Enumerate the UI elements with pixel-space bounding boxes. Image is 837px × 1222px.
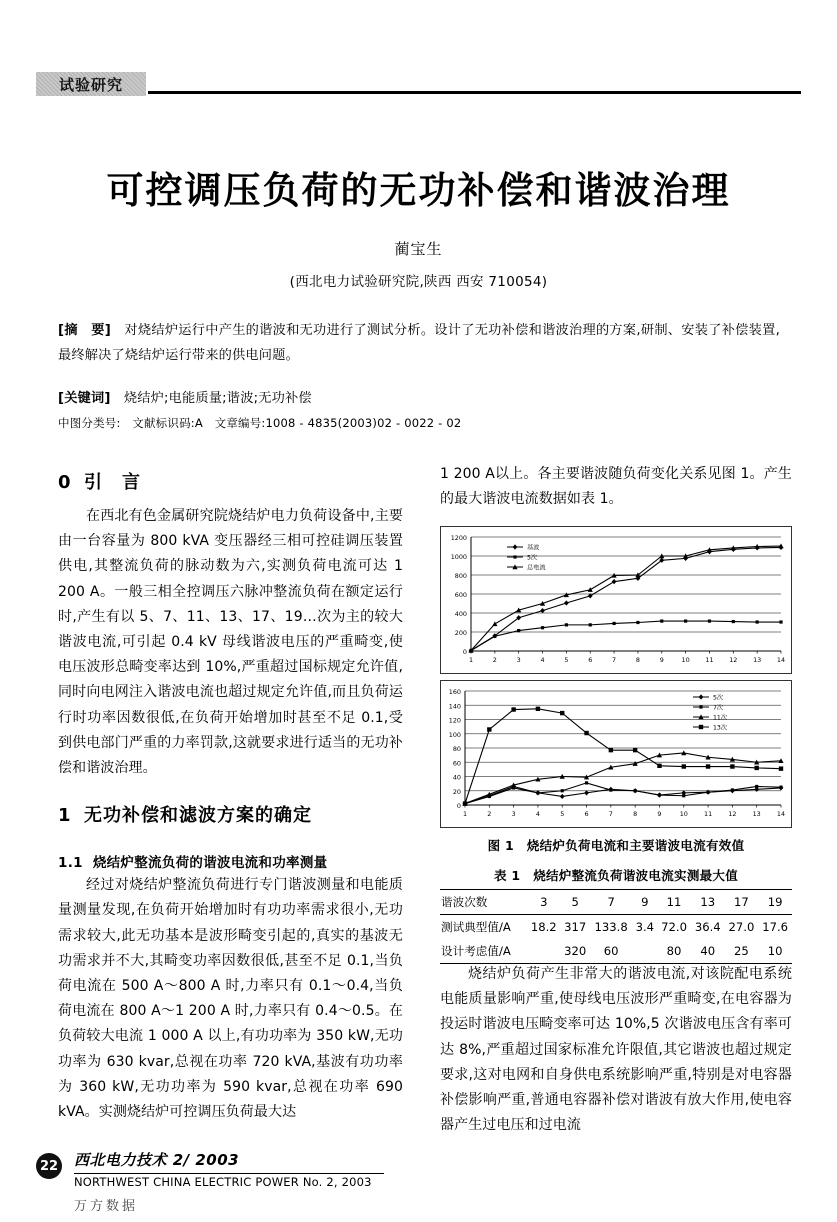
article-affiliation: (西北电力试验研究院,陕西 西安 710054) xyxy=(289,274,548,290)
data-point-marker xyxy=(731,788,734,791)
data-point-marker xyxy=(511,707,515,711)
abstract-block xyxy=(58,318,780,368)
x-axis-tick-label: 6 xyxy=(584,810,589,818)
data-point-marker xyxy=(609,788,612,791)
table-cell: 17.6 xyxy=(762,920,789,934)
data-point-marker xyxy=(540,608,545,613)
data-point-marker xyxy=(682,794,685,797)
x-axis-tick-label: 10 xyxy=(681,656,690,664)
subsection-number-1-1: 1.1 xyxy=(58,855,83,872)
table-cell: 133.8 xyxy=(594,920,628,934)
x-axis-tick-label: 14 xyxy=(776,810,786,818)
x-axis-tick-label: 3 xyxy=(516,656,521,664)
y-axis-tick-label: 1200 xyxy=(450,534,467,542)
table-row xyxy=(440,915,792,940)
data-point-marker xyxy=(658,793,661,796)
abstract-text: 对烧结炉运行中产生的谐波和无功进行了测试分析。设计了无功补偿和谐波治理的方案,研制、安装了补偿装置,最终解决了烧结炉运行带来的供电问题。 xyxy=(58,323,780,363)
table-col-header-5: 5 xyxy=(571,895,579,909)
data-point-marker xyxy=(708,619,711,622)
data-point-marker xyxy=(585,781,588,784)
data-point-marker xyxy=(612,622,615,625)
chart-gridlines xyxy=(451,534,781,656)
chart-series-11次 xyxy=(462,750,783,805)
paragraph-continued-top: 1 200 A以上。各主要谐波随负荷变化关系见图 1。产生的最大谐波电流数据如表 1。 xyxy=(440,466,792,508)
table-caption-1: 表 1 烧结炉整流负荷谐波电流实测最大值 xyxy=(493,868,739,883)
subsection-title-1-1: 烧结炉整流负荷的谐波电流和功率测量 xyxy=(92,855,328,872)
legend-label: 总电流 xyxy=(527,564,546,572)
chart-legend xyxy=(507,544,546,572)
right-column xyxy=(440,462,792,1134)
data-point-marker xyxy=(612,579,617,584)
table-cell xyxy=(527,939,561,964)
data-point-marker xyxy=(589,623,592,626)
x-axis-tick-label: 10 xyxy=(679,810,688,818)
table-cell xyxy=(632,939,657,964)
legend-label: 13次 xyxy=(713,724,728,732)
table-col-header-11: 11 xyxy=(666,895,682,909)
data-point-marker xyxy=(565,623,568,626)
table-cell: 3.4 xyxy=(635,920,655,934)
y-axis-tick-label: 40 xyxy=(452,773,461,782)
data-point-marker xyxy=(513,544,518,549)
table-col-header-19: 19 xyxy=(767,895,783,909)
table-col-header-7: 7 xyxy=(607,895,615,909)
chart-series-5次 xyxy=(469,619,782,652)
data-point-marker xyxy=(706,764,710,768)
data-point-marker xyxy=(755,785,758,788)
data-point-marker xyxy=(756,620,759,623)
y-axis-tick-label: 600 xyxy=(454,591,467,599)
chart-harmonic-load-current xyxy=(440,526,792,674)
x-axis-tick-label: 9 xyxy=(657,810,662,818)
keywords-text: 烧结炉;电能质量;谐波;无功补偿 xyxy=(123,391,312,406)
table-cell: 317 xyxy=(564,920,587,934)
data-point-marker xyxy=(636,621,639,624)
paragraph-after-table-wrapper xyxy=(440,962,792,1138)
paragraph-measurement: 经过对烧结炉整流负荷进行专门谐波测量和电能质量测量发现,在负荷开始增加时有功功率需求很小,无功需求较大,此无功基本是波形畸变引起的,真实的基波无功需求并不大,其畸变功率因数很低,甚至不足 0.1,当负荷电流在 500 A～800 A 时,力率只有 0.1～0.4,当负荷电流在 800 A～1 200 A 时,力率只有 0.4～0.5。在负荷较大电流 1 000 A 以上,有功功率为 350 kW,无功功率为 630 kvar,总视在功率 720 kVA,基波有功功率为 360 kW,无功功率为 590 kvar,总视在功率 690 kVA。实测烧结炉可控调压负荷最大达 xyxy=(58,877,403,1121)
y-axis-tick-label: 140 xyxy=(448,702,461,711)
abstract-label: [摘 要] xyxy=(58,323,111,338)
chart-series-总电流 xyxy=(468,543,783,652)
data-point-marker xyxy=(754,766,758,770)
table-row-label: 设计考虑值/A xyxy=(441,944,511,958)
data-point-marker xyxy=(633,748,637,752)
x-axis-tick-label: 5 xyxy=(560,810,565,818)
table-col-header-13: 13 xyxy=(700,895,716,909)
table-cell: 27.0 xyxy=(728,920,755,934)
table-cell: 36.4 xyxy=(694,920,721,934)
table-col-header-label: 谐波次数 xyxy=(441,895,488,909)
data-point-marker xyxy=(732,620,735,623)
table-1-wrapper xyxy=(440,866,792,964)
x-axis-tick-label: 7 xyxy=(612,656,617,664)
data-point-marker xyxy=(463,801,467,805)
x-axis-tick-label: 13 xyxy=(753,656,762,664)
keywords-block xyxy=(58,388,780,410)
chart-axes xyxy=(463,691,785,818)
table-col-header-3: 3 xyxy=(540,895,548,909)
data-point-marker xyxy=(560,711,564,715)
x-axis-tick-label: 12 xyxy=(728,810,737,818)
x-axis-tick-label: 8 xyxy=(633,810,638,818)
x-axis-tick-label: 2 xyxy=(487,810,492,818)
legend-label: 基波 xyxy=(527,544,540,552)
x-axis-tick-label: 9 xyxy=(659,656,664,664)
data-point-marker xyxy=(513,555,516,558)
data-point-marker xyxy=(561,789,564,792)
chart-series-5次 xyxy=(463,784,784,806)
data-point-marker xyxy=(588,587,593,592)
y-axis-tick-label: 1000 xyxy=(450,553,467,561)
table-col-header-9: 9 xyxy=(641,895,649,909)
section-number-0: 0 xyxy=(58,472,72,493)
data-point-marker xyxy=(560,794,565,799)
data-point-marker xyxy=(493,635,496,638)
keywords-label: [关键词] xyxy=(58,391,111,406)
table-cell: 320 xyxy=(564,944,587,958)
section-heading-0 xyxy=(58,468,403,494)
x-axis-tick-label: 4 xyxy=(540,656,545,664)
data-point-marker xyxy=(779,620,782,623)
data-point-marker xyxy=(779,766,783,770)
data-point-marker xyxy=(682,764,686,768)
x-axis-tick-label: 14 xyxy=(776,656,786,664)
table-cell: 10 xyxy=(767,944,783,958)
table-row-label: 测试典型值/A xyxy=(441,920,511,934)
data-point-marker xyxy=(699,694,704,699)
data-point-marker xyxy=(660,619,663,622)
harmonic-max-value-table xyxy=(440,889,792,964)
x-axis-tick-label: 12 xyxy=(729,656,738,664)
data-point-marker xyxy=(699,705,702,708)
data-point-marker xyxy=(779,786,782,789)
article-author: 蔺宝生 xyxy=(394,240,443,258)
legend-label: 5次 xyxy=(713,694,724,702)
paragraph-impact: 烧结炉负荷产生非常大的谐波电流,对该院配电系统电能质量影响严重,使母线电压波形严重畸变,在电容器为投运时谐波电压畸变率可达 10%,5 次谐波电压含有率可达 8%,严重超过国家标准允许限值,其它谐波也超过规定要求,这对电网和自身供电系统影响严重,特别是对电容器补偿影响严重,普通电容器补偿对谐波有放大作用,使电容器产生过电压和过电流 xyxy=(440,966,792,1134)
data-point-marker xyxy=(634,789,637,792)
x-axis-tick-label: 7 xyxy=(608,810,613,818)
x-axis-tick-label: 3 xyxy=(511,810,516,818)
table-col-header-17: 17 xyxy=(734,895,749,909)
data-point-marker xyxy=(706,791,709,794)
data-point-marker xyxy=(536,791,539,794)
y-axis-tick-label: 160 xyxy=(448,688,461,696)
y-axis-tick-label: 120 xyxy=(448,716,461,725)
section-number-1: 1 xyxy=(58,805,72,827)
chart-series-7次 xyxy=(463,781,782,805)
data-point-marker xyxy=(584,731,588,735)
data-point-marker xyxy=(684,619,687,622)
data-point-marker xyxy=(536,707,540,711)
section-tag-label: 试验研究 xyxy=(58,75,123,94)
data-point-marker xyxy=(541,626,544,629)
page-number-badge: 22 xyxy=(36,1153,62,1179)
data-point-marker xyxy=(730,764,734,768)
section-title-0: 引 言 xyxy=(84,472,141,493)
legend-label: 11次 xyxy=(713,714,728,722)
data-point-marker xyxy=(609,748,613,752)
y-axis-tick-label: 20 xyxy=(452,787,461,796)
figure-caption-1: 图 1 烧结炉负荷电流和主要谐波电流有效值 xyxy=(487,838,745,853)
legend-label: 7次 xyxy=(713,704,724,712)
y-axis-tick-label: 400 xyxy=(454,610,467,618)
page-footer xyxy=(36,1145,801,1215)
table-cell: 40 xyxy=(700,944,716,958)
y-axis-tick-label: 200 xyxy=(454,629,467,637)
y-axis-tick-label: 0 xyxy=(462,648,467,656)
journal-name-en: NORTHWEST CHINA ELECTRIC POWER No. 2, 2003 xyxy=(74,1175,372,1189)
x-axis-tick-label: 2 xyxy=(492,656,497,664)
left-column xyxy=(58,468,403,1125)
y-axis-tick-label: 60 xyxy=(452,759,461,768)
data-point-marker xyxy=(492,621,497,626)
data-point-marker xyxy=(564,600,569,605)
table-cell: 60 xyxy=(603,944,619,958)
chart-legend xyxy=(693,694,727,732)
table-cell: 72.0 xyxy=(661,920,687,934)
chart-series-基波 xyxy=(469,545,784,653)
table-cell: 18.2 xyxy=(530,920,557,934)
x-axis-tick-label: 1 xyxy=(462,810,468,818)
section-heading-1 xyxy=(58,801,403,827)
table-row xyxy=(440,939,792,964)
y-axis-tick-label: 80 xyxy=(452,745,461,753)
table-cell: 80 xyxy=(666,944,682,958)
table-body xyxy=(440,915,792,964)
x-axis-tick-label: 6 xyxy=(588,656,593,664)
y-axis-tick-label: 100 xyxy=(448,730,461,739)
table-header-row xyxy=(440,890,792,915)
page-header xyxy=(36,72,801,98)
x-axis-tick-label: 5 xyxy=(564,656,569,664)
journal-name-cn: 西北电力技术 2/ 2003 xyxy=(74,1151,240,1169)
header-rule xyxy=(148,91,801,94)
chart-harmonic-orders xyxy=(440,680,792,828)
y-axis-tick-label: 0 xyxy=(456,802,461,810)
chart-a-svg xyxy=(441,527,791,673)
x-axis-tick-label: 4 xyxy=(535,810,540,818)
data-point-marker xyxy=(517,629,520,632)
paragraph-intro: 在西北有色金属研究院烧结炉电力负荷设备中,主要由一台容量为 800 kVA 变压器经三相可控硅调压装置供电,其整流负荷的脉动数为六,实测负荷电流可达 1 200 A。一般三相全控调压六脉冲整流负荷在额定运行时,产生有以 5、7、11、13、17、19…次为主的较大谐波电流,可引起 0.4 kV 母线谐波电压的严重畸变,使电压波形总畸变率达到 10%,严重超过国标规定允许值,同时向电网注入谐波电流也超过规定允许值,而且负荷运行时功率因数很低,在负荷开始增加时甚至不足 0.1,受到供电部门严重的力率罚款,这就要求进行适当的无功补偿和谐波治理。 xyxy=(58,508,403,777)
table-head xyxy=(440,890,792,915)
data-point-marker xyxy=(487,727,491,731)
x-axis-tick-label: 8 xyxy=(635,656,640,664)
legend-label: 5次 xyxy=(527,554,538,562)
section-tag xyxy=(36,72,146,96)
x-axis-tick-label: 13 xyxy=(752,810,761,818)
source-watermark: 万方数据 xyxy=(74,1199,139,1214)
article-title: 可控调压负荷的无功补偿和谐波治理 xyxy=(106,169,731,212)
x-axis-tick-label: 1 xyxy=(468,656,474,664)
data-point-marker xyxy=(699,725,703,729)
x-axis-tick-label: 11 xyxy=(705,656,714,664)
y-axis-tick-label: 800 xyxy=(454,572,467,580)
table-cell: 25 xyxy=(734,944,749,958)
section-title-1: 无功补偿和滤波方案的确定 xyxy=(84,805,312,827)
chart-b-svg xyxy=(441,681,791,827)
x-axis-tick-label: 11 xyxy=(704,810,713,818)
data-point-marker xyxy=(657,764,661,768)
subsection-heading-1-1 xyxy=(58,851,403,871)
classification-line: 中图分类号: 文献标识码:A 文章编号:1008 - 4835(2003)02 - 0022 - 02 xyxy=(58,416,462,430)
